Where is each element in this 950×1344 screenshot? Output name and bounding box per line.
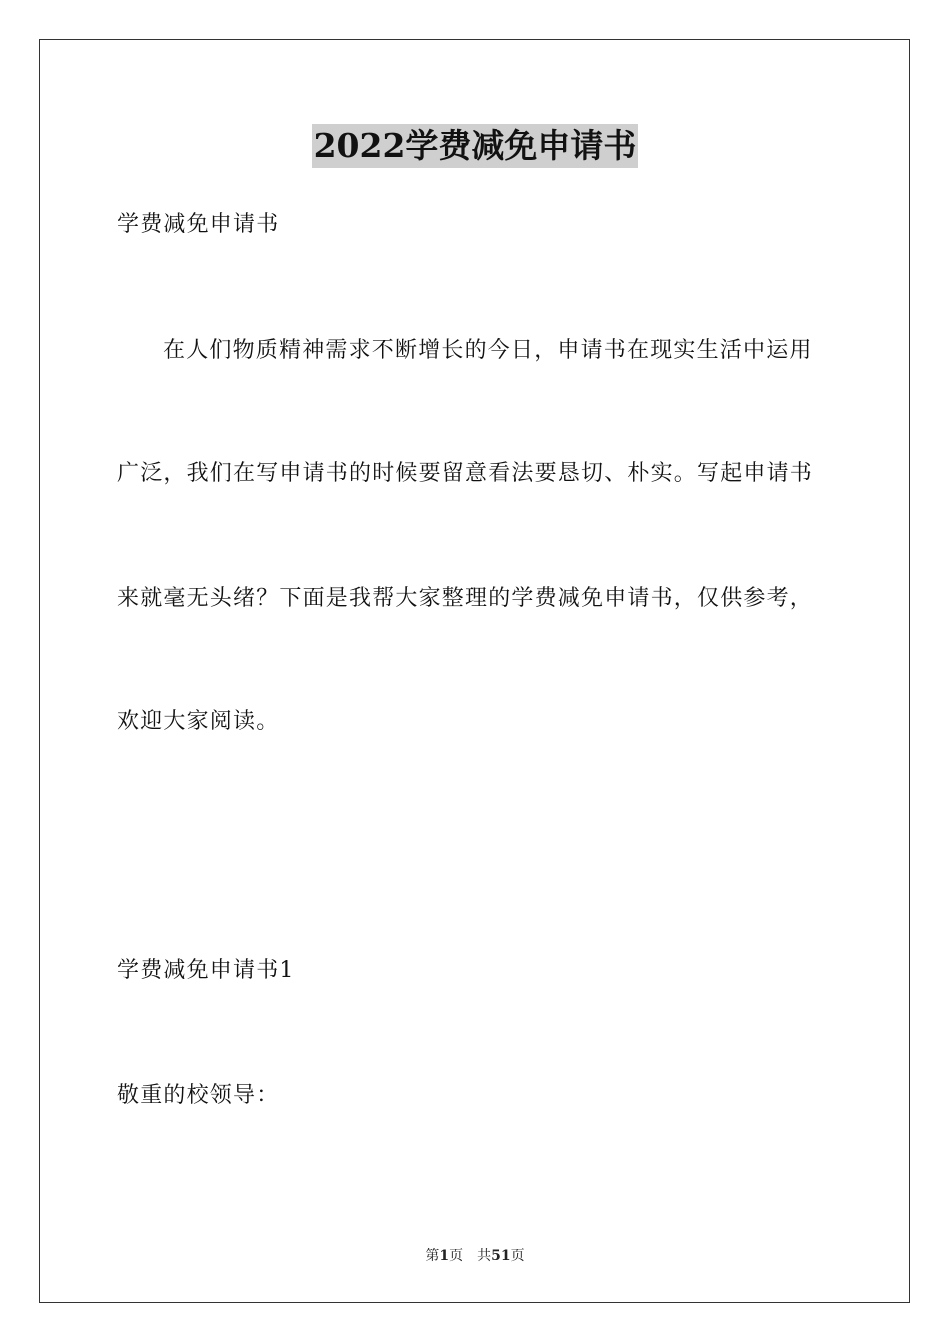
page-footer [0,1247,950,1265]
document-title: 2022学费减免申请书 [312,124,639,168]
footer-page-number: 1 [439,1248,450,1264]
footer-total-suffix: 页 [510,1248,525,1264]
title-container [0,124,950,168]
paragraph-line-2: 广泛，我们在写申请书的时候要留意看法要恳切、朴实。写起申请书 [117,461,814,486]
section-heading: 学费减免申请书1 [117,958,295,983]
paragraph-line-3: 来就毫无头绪？下面是我帮大家整理的学费减免申请书，仅供参考， [117,586,814,611]
paragraph-line-4: 欢迎大家阅读。 [117,709,280,734]
footer-total-pages: 51 [491,1248,511,1264]
footer-page-suffix: 页 [449,1248,464,1264]
paragraph-line-1: 在人们物质精神需求不断增长的今日，申请书在现实生活中运用 [163,338,813,363]
document-subtitle: 学费减免申请书 [117,212,280,237]
salutation: 敬重的校领导： [117,1083,280,1108]
footer-total-prefix: 共 [477,1248,492,1264]
footer-page-prefix: 第 [425,1248,440,1264]
